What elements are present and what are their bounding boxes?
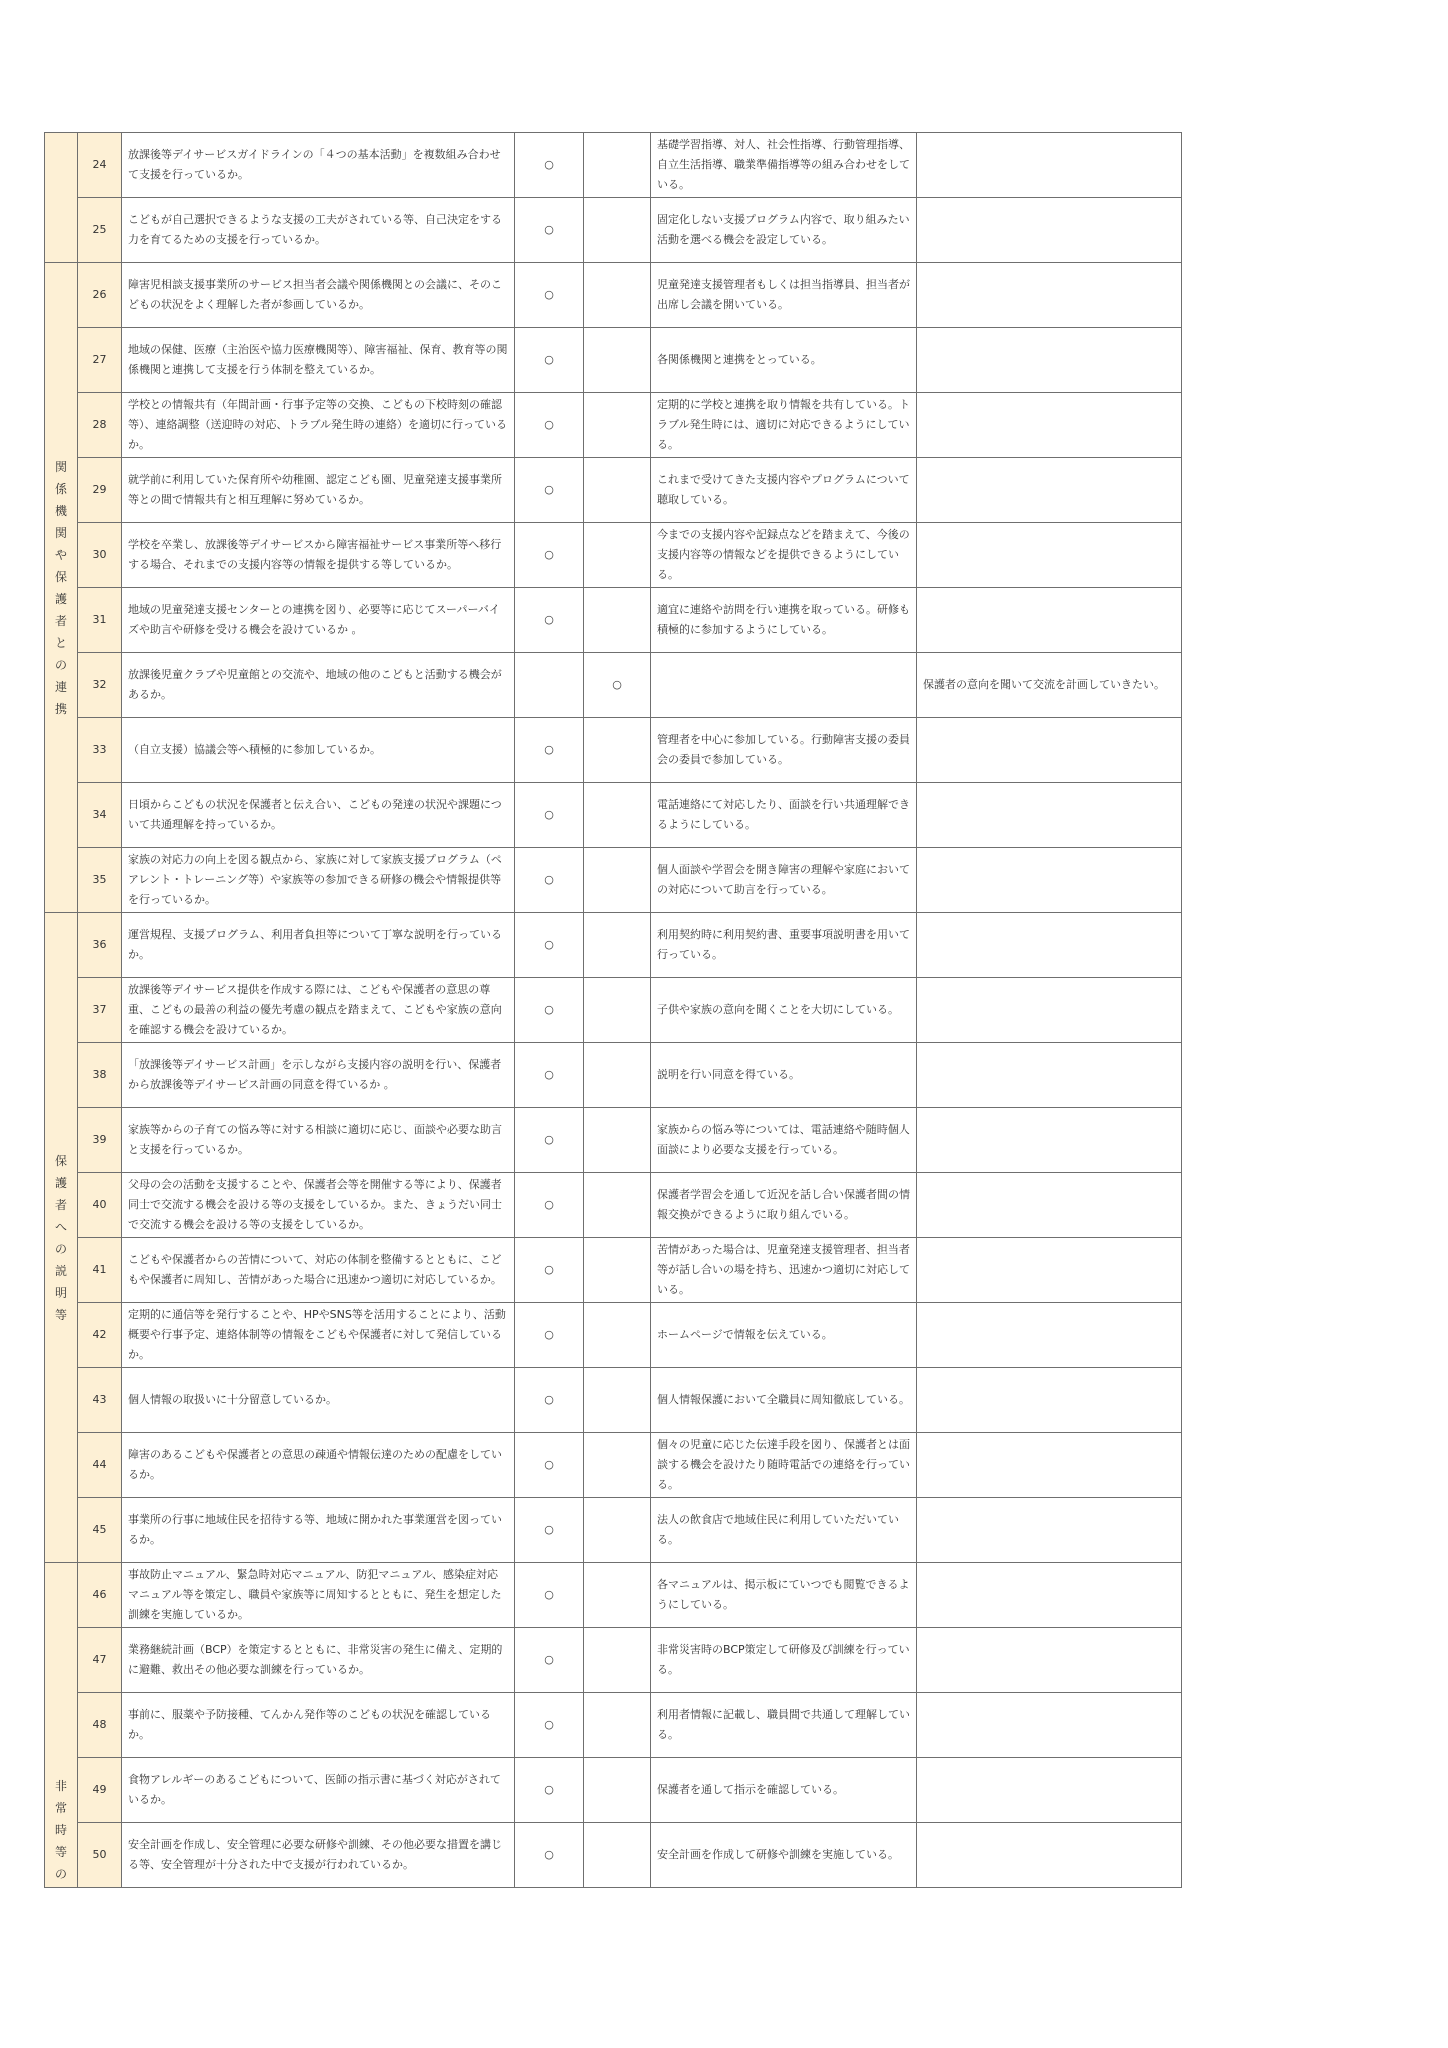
question-cell: 事前に、服薬や予防接種、てんかん発作等のこどもの状況を確認しているか。 bbox=[122, 1693, 515, 1758]
yes-mark-cell: ○ bbox=[515, 718, 584, 783]
category-char: 係 bbox=[54, 481, 67, 496]
row-number: 32 bbox=[78, 653, 122, 718]
yes-mark-cell: ○ bbox=[515, 848, 584, 913]
improvement-cell bbox=[917, 1303, 1182, 1368]
category-char: 等 bbox=[54, 1844, 67, 1859]
improvement-cell bbox=[917, 1368, 1182, 1433]
yes-mark-cell: ○ bbox=[515, 1758, 584, 1823]
category-char: 非 bbox=[54, 1778, 67, 1793]
answer-cell: 児童発達支援管理者もしくは担当指導員、担当者が出席し会議を開いている。 bbox=[651, 263, 917, 328]
row-number: 43 bbox=[78, 1368, 122, 1433]
question-cell: （自立支援）協議会等へ積極的に参加しているか。 bbox=[122, 718, 515, 783]
question-cell: 食物アレルギーのあるこどもについて、医師の指示書に基づく対応がされているか。 bbox=[122, 1758, 515, 1823]
no-mark-cell bbox=[584, 458, 651, 523]
answer-cell: 定期的に学校と連携を取り情報を共有している。トラブル発生時には、適切に対応できるようにしている。 bbox=[651, 393, 917, 458]
yes-mark-cell: ○ bbox=[515, 978, 584, 1043]
table-row bbox=[45, 1628, 1182, 1693]
improvement-cell bbox=[917, 1173, 1182, 1238]
answer-cell: 各マニュアルは、掲示板にていつでも閲覧できるようにしている。 bbox=[651, 1563, 917, 1628]
category-label bbox=[51, 1150, 71, 1326]
category-char: や bbox=[54, 547, 67, 562]
category-char: の bbox=[54, 1866, 67, 1881]
answer-cell: 利用契約時に利用契約書、重要事項説明書を用いて行っている。 bbox=[651, 913, 917, 978]
row-number: 49 bbox=[78, 1758, 122, 1823]
question-cell: 事業所の行事に地域住民を招待する等、地域に開かれた事業運営を図っているか。 bbox=[122, 1498, 515, 1563]
no-mark-cell bbox=[584, 1498, 651, 1563]
question-cell: 学校との情報共有（年間計画・行事予定等の交換、こどもの下校時刻の確認等）、連絡調整（送迎時の対応、トラブル発生時の連絡）を適切に行っているか。 bbox=[122, 393, 515, 458]
yes-mark-cell: ○ bbox=[515, 1498, 584, 1563]
row-number: 33 bbox=[78, 718, 122, 783]
improvement-cell bbox=[917, 718, 1182, 783]
yes-mark-cell: ○ bbox=[515, 393, 584, 458]
evaluation-table bbox=[44, 132, 1182, 1888]
answer-cell: 管理者を中心に参加している。行動障害支援の委員会の委員で参加している。 bbox=[651, 718, 917, 783]
yes-mark-cell: ○ bbox=[515, 458, 584, 523]
table-row bbox=[45, 393, 1182, 458]
no-mark-cell bbox=[584, 1433, 651, 1498]
answer-cell: 家族からの悩み等については、電話連絡や随時個人面談により必要な支援を行っている。 bbox=[651, 1108, 917, 1173]
improvement-cell bbox=[917, 523, 1182, 588]
yes-mark-cell: ○ bbox=[515, 198, 584, 263]
question-cell: 家族の対応力の向上を図る観点から、家族に対して家族支援プログラム（ペアレント・トレーニング等）や家族等の参加できる研修の機会や情報提供等を行っているか。 bbox=[122, 848, 515, 913]
table-row bbox=[45, 913, 1182, 978]
row-number: 45 bbox=[78, 1498, 122, 1563]
yes-mark-cell: ○ bbox=[515, 523, 584, 588]
answer-cell: 今までの支援内容や記録点などを踏まえて、今後の支援内容等の情報などを提供できるようにしている。 bbox=[651, 523, 917, 588]
row-number: 26 bbox=[78, 263, 122, 328]
improvement-cell bbox=[917, 198, 1182, 263]
table-row bbox=[45, 1303, 1182, 1368]
yes-mark-cell: ○ bbox=[515, 913, 584, 978]
no-mark-cell: ○ bbox=[584, 653, 651, 718]
yes-mark-cell: ○ bbox=[515, 1238, 584, 1303]
row-number: 34 bbox=[78, 783, 122, 848]
category-char: と bbox=[54, 635, 67, 650]
row-number: 50 bbox=[78, 1823, 122, 1888]
question-cell: 安全計画を作成し、安全管理に必要な研修や訓練、その他必要な措置を講じる等、安全管理が十分された中で支援が行われているか。 bbox=[122, 1823, 515, 1888]
evaluation-sheet bbox=[44, 132, 1182, 1888]
row-number: 37 bbox=[78, 978, 122, 1043]
answer-cell: 固定化しない支援プログラム内容で、取り組みたい活動を選べる機会を設定している。 bbox=[651, 198, 917, 263]
improvement-cell bbox=[917, 1108, 1182, 1173]
category-char: 関 bbox=[54, 525, 67, 540]
question-cell: こどもが自己選択できるような支援の工夫がされている等、自己決定をする力を育てるための支援を行っているか。 bbox=[122, 198, 515, 263]
improvement-cell bbox=[917, 1498, 1182, 1563]
improvement-cell bbox=[917, 328, 1182, 393]
question-cell: 地域の児童発達支援センターとの連携を図り、必要等に応じてスーパーバイズや助言や研修を受ける機会を設けているか 。 bbox=[122, 588, 515, 653]
question-cell: 放課後児童クラブや児童館との交流や、地域の他のこどもと活動する機会があるか。 bbox=[122, 653, 515, 718]
row-number: 35 bbox=[78, 848, 122, 913]
category-char: 時 bbox=[54, 1822, 67, 1837]
category-cell-continued bbox=[45, 133, 78, 263]
question-cell: 「放課後等デイサービス計画」を示しながら支援内容の説明を行い、保護者から放課後等デイサービス計画の同意を得ているか 。 bbox=[122, 1043, 515, 1108]
yes-mark-cell: ○ bbox=[515, 1043, 584, 1108]
row-number: 38 bbox=[78, 1043, 122, 1108]
table-row bbox=[45, 1758, 1182, 1823]
answer-cell: 個人情報保護において全職員に周知徹底している。 bbox=[651, 1368, 917, 1433]
yes-mark-cell: ○ bbox=[515, 1823, 584, 1888]
no-mark-cell bbox=[584, 1303, 651, 1368]
question-cell: 事故防止マニュアル、緊急時対応マニュアル、防犯マニュアル、感染症対応マニュアル等を策定し、職員や家族等に周知するとともに、発生を想定した訓練を実施しているか。 bbox=[122, 1563, 515, 1628]
improvement-cell bbox=[917, 978, 1182, 1043]
answer-cell: 苦情があった場合は、児童発達支援管理者、担当者等が話し合いの場を持ち、迅速かつ適切に対応している。 bbox=[651, 1238, 917, 1303]
improvement-cell bbox=[917, 1823, 1182, 1888]
question-cell: 障害のあるこどもや保護者との意思の疎通や情報伝達のための配慮をしているか。 bbox=[122, 1433, 515, 1498]
answer-cell: 説明を行い同意を得ている。 bbox=[651, 1043, 917, 1108]
no-mark-cell bbox=[584, 263, 651, 328]
row-number: 28 bbox=[78, 393, 122, 458]
question-cell: 日頃からこどもの状況を保護者と伝え合い、こどもの発達の状況や課題について共通理解を持っているか。 bbox=[122, 783, 515, 848]
table-row bbox=[45, 263, 1182, 328]
table-row bbox=[45, 328, 1182, 393]
question-cell: 家族等からの子育ての悩み等に対する相談に適切に応じ、面談や必要な助言と支援を行っているか。 bbox=[122, 1108, 515, 1173]
answer-cell: 適宜に連絡や訪問を行い連携を取っている。研修も積極的に参加するようにしている。 bbox=[651, 588, 917, 653]
row-number: 30 bbox=[78, 523, 122, 588]
no-mark-cell bbox=[584, 1823, 651, 1888]
category-char: 明 bbox=[54, 1285, 67, 1300]
improvement-cell bbox=[917, 588, 1182, 653]
category-char: 保 bbox=[54, 1153, 67, 1168]
table-row bbox=[45, 653, 1182, 718]
no-mark-cell bbox=[584, 133, 651, 198]
row-number: 36 bbox=[78, 913, 122, 978]
answer-cell: これまで受けてきた支援内容やプログラムについて聴取している。 bbox=[651, 458, 917, 523]
category-char: 連 bbox=[54, 679, 67, 694]
improvement-cell bbox=[917, 1433, 1182, 1498]
category-char: 等 bbox=[54, 1307, 67, 1322]
table-row bbox=[45, 718, 1182, 783]
question-cell: 就学前に利用していた保育所や幼稚園、認定こども園、児童発達支援事業所等との間で情報共有と相互理解に努めているか。 bbox=[122, 458, 515, 523]
no-mark-cell bbox=[584, 523, 651, 588]
improvement-cell bbox=[917, 263, 1182, 328]
row-number: 46 bbox=[78, 1563, 122, 1628]
table-row bbox=[45, 133, 1182, 198]
improvement-cell bbox=[917, 1758, 1182, 1823]
yes-mark-cell: ○ bbox=[515, 263, 584, 328]
category-char: 者 bbox=[54, 613, 67, 628]
question-cell: 業務継続計画（BCP）を策定するとともに、非常災害の発生に備え、定期的に避難、救出その他必要な訓練を行っているか。 bbox=[122, 1628, 515, 1693]
table-row bbox=[45, 1043, 1182, 1108]
row-number: 41 bbox=[78, 1238, 122, 1303]
yes-mark-cell: ○ bbox=[515, 1628, 584, 1693]
no-mark-cell bbox=[584, 1563, 651, 1628]
yes-mark-cell: ○ bbox=[515, 1563, 584, 1628]
answer-cell: 非常災害時のBCP策定して研修及び訓練を行っている。 bbox=[651, 1628, 917, 1693]
no-mark-cell bbox=[584, 913, 651, 978]
yes-mark-cell: ○ bbox=[515, 133, 584, 198]
no-mark-cell bbox=[584, 1628, 651, 1693]
category-cell bbox=[45, 1563, 78, 1888]
category-char: 者 bbox=[54, 1197, 67, 1212]
improvement-cell bbox=[917, 393, 1182, 458]
improvement-cell bbox=[917, 1628, 1182, 1693]
table-row bbox=[45, 523, 1182, 588]
category-char: 機 bbox=[54, 503, 67, 518]
table-row bbox=[45, 198, 1182, 263]
table-row bbox=[45, 1433, 1182, 1498]
yes-mark-cell: ○ bbox=[515, 1693, 584, 1758]
table-row bbox=[45, 1173, 1182, 1238]
category-char: 護 bbox=[54, 1175, 67, 1190]
no-mark-cell bbox=[584, 783, 651, 848]
improvement-cell bbox=[917, 848, 1182, 913]
question-cell: 個人情報の取扱いに十分留意しているか。 bbox=[122, 1368, 515, 1433]
question-cell: 地域の保健、医療（主治医や協力医療機関等）、障害福祉、保育、教育等の関係機関と連携して支援を行う体制を整えているか。 bbox=[122, 328, 515, 393]
table-row bbox=[45, 978, 1182, 1043]
no-mark-cell bbox=[584, 393, 651, 458]
yes-mark-cell bbox=[515, 653, 584, 718]
yes-mark-cell: ○ bbox=[515, 1368, 584, 1433]
question-cell: 定期的に通信等を発行することや、HPやSNS等を活用することにより、活動概要や行事予定、連絡体制等の情報をこどもや保護者に対して発信しているか。 bbox=[122, 1303, 515, 1368]
question-cell: 障害児相談支援事業所のサービス担当者会議や関係機関との会議に、そのこどもの状況をよく理解した者が参画しているか。 bbox=[122, 263, 515, 328]
answer-cell bbox=[651, 653, 917, 718]
improvement-cell bbox=[917, 133, 1182, 198]
yes-mark-cell: ○ bbox=[515, 1108, 584, 1173]
table-row bbox=[45, 588, 1182, 653]
improvement-cell bbox=[917, 1563, 1182, 1628]
row-number: 40 bbox=[78, 1173, 122, 1238]
no-mark-cell bbox=[584, 1173, 651, 1238]
table-row bbox=[45, 783, 1182, 848]
no-mark-cell bbox=[584, 1758, 651, 1823]
yes-mark-cell: ○ bbox=[515, 783, 584, 848]
yes-mark-cell: ○ bbox=[515, 1173, 584, 1238]
yes-mark-cell: ○ bbox=[515, 1433, 584, 1498]
table-row bbox=[45, 458, 1182, 523]
improvement-cell: 保護者の意向を聞いて交流を計画していきたい。 bbox=[917, 653, 1182, 718]
answer-cell: 個々の児童に応じた伝達手段を図り、保護者とは面談する機会を設けたり随時電話での連絡を行っている。 bbox=[651, 1433, 917, 1498]
table-row bbox=[45, 1238, 1182, 1303]
row-number: 25 bbox=[78, 198, 122, 263]
table-row bbox=[45, 1498, 1182, 1563]
table-row bbox=[45, 1563, 1182, 1628]
row-number: 47 bbox=[78, 1628, 122, 1693]
yes-mark-cell: ○ bbox=[515, 1303, 584, 1368]
row-number: 29 bbox=[78, 458, 122, 523]
category-char: の bbox=[54, 657, 67, 672]
row-number: 39 bbox=[78, 1108, 122, 1173]
answer-cell: ホームページで情報を伝えている。 bbox=[651, 1303, 917, 1368]
category-char: 護 bbox=[54, 591, 67, 606]
table-row bbox=[45, 1693, 1182, 1758]
category-char: 携 bbox=[54, 701, 67, 716]
improvement-cell bbox=[917, 1693, 1182, 1758]
no-mark-cell bbox=[584, 198, 651, 263]
row-number: 27 bbox=[78, 328, 122, 393]
no-mark-cell bbox=[584, 1238, 651, 1303]
question-cell: 父母の会の活動を支援することや、保護者会等を開催する等により、保護者同士で交流する機会を設ける等の支援をしているか。また、きょうだい同士で交流する機会を設ける等の支援をしているか。 bbox=[122, 1173, 515, 1238]
answer-cell: 各関係機関と連携をとっている。 bbox=[651, 328, 917, 393]
answer-cell: 電話連絡にて対応したり、面談を行い共通理解できるようにしている。 bbox=[651, 783, 917, 848]
answer-cell: 保護者を通して指示を確認している。 bbox=[651, 1758, 917, 1823]
answer-cell: 利用者情報に記載し、職員間で共通して理解している。 bbox=[651, 1693, 917, 1758]
no-mark-cell bbox=[584, 1043, 651, 1108]
question-cell: 運営規程、支援プログラム、利用者負担等について丁寧な説明を行っているか。 bbox=[122, 913, 515, 978]
table-row bbox=[45, 848, 1182, 913]
row-number: 24 bbox=[78, 133, 122, 198]
answer-cell: 保護者学習会を通して近況を話し合い保護者間の情報交換ができるように取り組んでいる。 bbox=[651, 1173, 917, 1238]
category-char: 常 bbox=[54, 1800, 67, 1815]
answer-cell: 安全計画を作成して研修や訓練を実施している。 bbox=[651, 1823, 917, 1888]
table-row bbox=[45, 1368, 1182, 1433]
no-mark-cell bbox=[584, 328, 651, 393]
no-mark-cell bbox=[584, 848, 651, 913]
question-cell: 放課後等デイサービス提供を作成する際には、こどもや保護者の意思の尊重、こどもの最善の利益の優先考慮の観点を踏まえて、こどもや家族の意向を確認する機会を設けているか。 bbox=[122, 978, 515, 1043]
answer-cell: 子供や家族の意向を聞くことを大切にしている。 bbox=[651, 978, 917, 1043]
improvement-cell bbox=[917, 913, 1182, 978]
category-cell bbox=[45, 263, 78, 913]
answer-cell: 個人面談や学習会を開き障害の理解や家庭においての対応について助言を行っている。 bbox=[651, 848, 917, 913]
row-number: 42 bbox=[78, 1303, 122, 1368]
yes-mark-cell: ○ bbox=[515, 328, 584, 393]
no-mark-cell bbox=[584, 1368, 651, 1433]
improvement-cell bbox=[917, 783, 1182, 848]
no-mark-cell bbox=[584, 588, 651, 653]
question-cell: 放課後等デイサービスガイドラインの「４つの基本活動」を複数組み合わせて支援を行っているか。 bbox=[122, 133, 515, 198]
improvement-cell bbox=[917, 458, 1182, 523]
improvement-cell bbox=[917, 1238, 1182, 1303]
row-number: 44 bbox=[78, 1433, 122, 1498]
improvement-cell bbox=[917, 1043, 1182, 1108]
table-row bbox=[45, 1108, 1182, 1173]
no-mark-cell bbox=[584, 978, 651, 1043]
no-mark-cell bbox=[584, 1693, 651, 1758]
row-number: 48 bbox=[78, 1693, 122, 1758]
yes-mark-cell: ○ bbox=[515, 588, 584, 653]
category-char: 関 bbox=[54, 459, 67, 474]
table-row bbox=[45, 1823, 1182, 1888]
no-mark-cell bbox=[584, 718, 651, 783]
category-label bbox=[51, 456, 71, 720]
row-number: 31 bbox=[78, 588, 122, 653]
answer-cell: 基礎学習指導、対人、社会性指導、行動管理指導、自立生活指導、職業準備指導等の組み合わせをしている。 bbox=[651, 133, 917, 198]
category-char: 保 bbox=[54, 569, 67, 584]
category-cell bbox=[45, 913, 78, 1563]
question-cell: こどもや保護者からの苦情について、対応の体制を整備するとともに、こどもや保護者に周知し、苦情があった場合に迅速かつ適切に対応しているか。 bbox=[122, 1238, 515, 1303]
category-char: へ bbox=[54, 1219, 67, 1234]
category-char: の bbox=[54, 1241, 67, 1256]
answer-cell: 法人の飲食店で地域住民に利用していただいている。 bbox=[651, 1498, 917, 1563]
no-mark-cell bbox=[584, 1108, 651, 1173]
question-cell: 学校を卒業し、放課後等デイサービスから障害福祉サービス事業所等へ移行する場合、それまでの支援内容等の情報を提供する等しているか。 bbox=[122, 523, 515, 588]
category-char: 説 bbox=[54, 1263, 67, 1278]
category-label bbox=[51, 1566, 71, 1885]
